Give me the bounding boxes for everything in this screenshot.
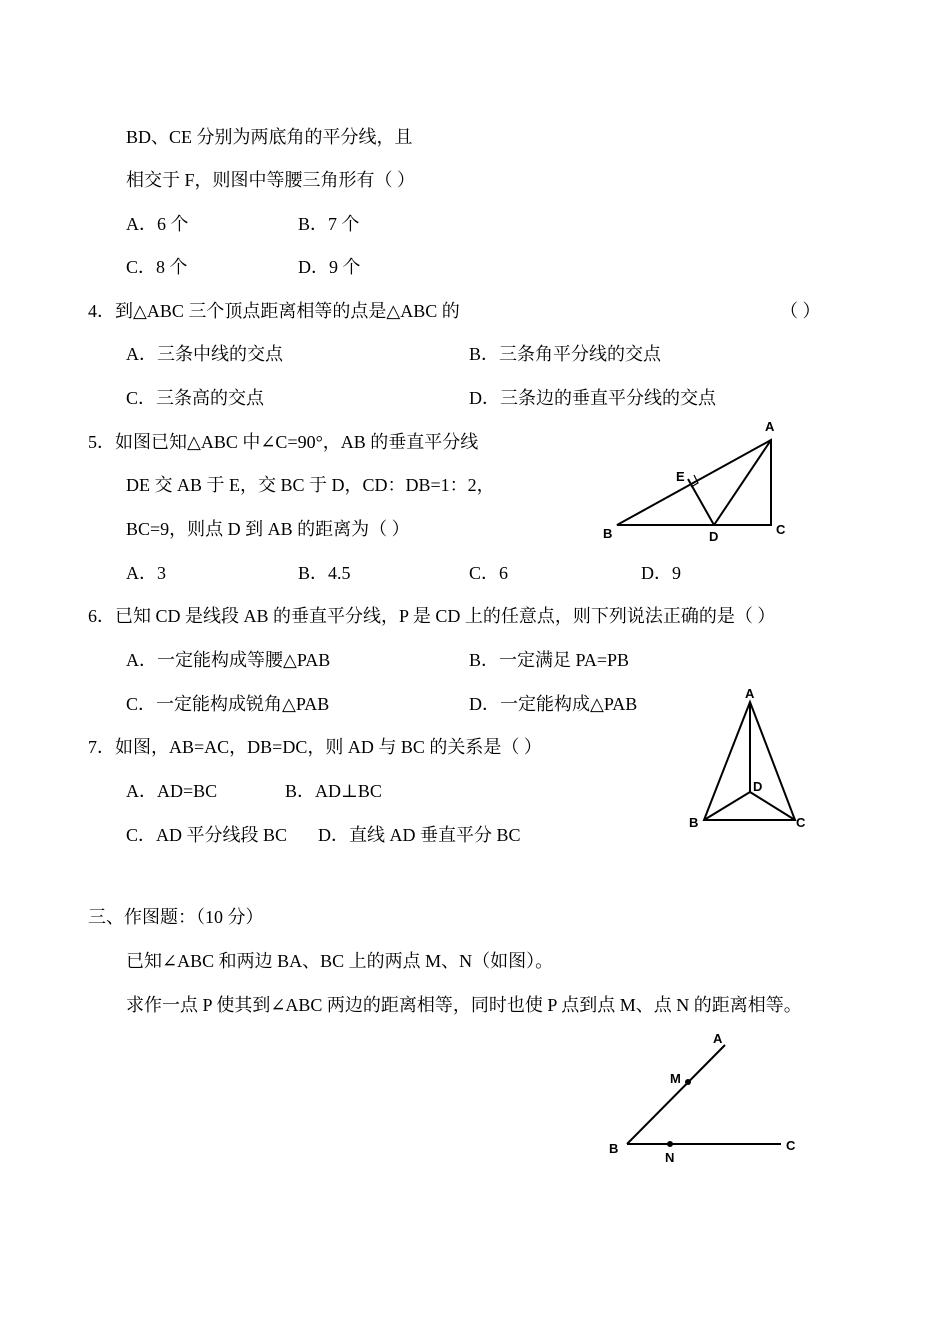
q5-option-b: B．4.5 <box>298 563 351 583</box>
label-a: A <box>713 1031 723 1046</box>
label-d: D <box>753 779 763 794</box>
q6-option-a: A．一定能构成等腰△PAB <box>126 650 331 670</box>
q7-option-c: C．AD 平分线段 BC <box>126 825 288 845</box>
section-3-title: 三、作图题： <box>88 907 196 927</box>
q3-option-d: D．9 个 <box>298 257 361 277</box>
segment-bd <box>704 792 750 820</box>
q4-option-a: A．三条中线的交点 <box>126 344 283 364</box>
label-m: M <box>670 1071 681 1086</box>
q7-option-a: A．AD=BC <box>126 781 218 801</box>
label-c: C <box>796 815 806 830</box>
section-3-score: （10 分） <box>196 907 264 927</box>
segment-ad <box>714 440 771 525</box>
label-c: C <box>786 1138 796 1153</box>
label-b: B <box>689 815 699 830</box>
section-3-line-1: 已知∠ABC 和两边 BA、BC 上的两点 M、N（如图）。 <box>126 951 554 971</box>
label-b: B <box>603 526 613 541</box>
q3-option-c: C．8 个 <box>126 257 188 277</box>
q7-option-b: B．AD⊥BC <box>285 781 382 801</box>
ray-ba <box>627 1045 725 1144</box>
point-m <box>685 1079 691 1085</box>
q6-option-c: C．一定能构成锐角△PAB <box>126 694 330 714</box>
q5-line-2: DE 交 AB 于 E，交 BC 于 D，CD：DB=1：2， <box>126 475 495 495</box>
q4-stem: 4．到△ABC 三个顶点距离相等的点是△ABC 的 <box>88 301 460 321</box>
section-3-heading <box>88 906 264 928</box>
q7-stem: 7．如图，AB=AC，DB=DC，则 AD 与 BC 的关系是（ ） <box>88 737 542 757</box>
q5-option-d: D．9 <box>641 563 681 583</box>
segment-cd <box>750 792 795 820</box>
q4-option-d: D．三条边的垂直平分线的交点 <box>469 388 716 408</box>
q5-line-3: BC=9，则点 D 到 AB 的距离为（ ） <box>126 519 410 539</box>
label-b: B <box>609 1141 619 1156</box>
triangle-abc <box>617 440 771 525</box>
q4-option-c: C．三条高的交点 <box>126 388 265 408</box>
q5-line-1: 5．如图已知△ABC 中∠C=90°，AB 的垂直平分线 <box>88 432 479 452</box>
q6-stem: 6．已知 CD 是线段 AB 的垂直平分线，P 是 CD 上的任意点，则下列说法正确的是（ ） <box>88 606 776 626</box>
label-n: N <box>665 1150 675 1165</box>
label-c: C <box>776 522 786 537</box>
q7-kite-figure <box>680 685 815 835</box>
label-d: D <box>709 529 719 544</box>
q5-option-a: A．3 <box>126 563 166 583</box>
point-n <box>667 1141 673 1147</box>
q5-option-c: C．6 <box>469 563 509 583</box>
q5-right-triangle-figure <box>595 415 805 545</box>
q4-answer-bracket: （ ） <box>780 301 821 321</box>
q6-option-d: D．一定能构成△PAB <box>469 694 638 714</box>
q3-line-1: BD、CE 分别为两底角的平分线，且 <box>126 127 413 147</box>
label-a: A <box>765 419 775 434</box>
section-3-line-2: 求作一点 P 使其到∠ABC 两边的距离相等，同时也使 P 点到点 M、点 N 的距离相等。 <box>126 995 802 1015</box>
q7-option-d: D．直线 AD 垂直平分 BC <box>318 825 521 845</box>
q4-option-b: B．三条角平分线的交点 <box>469 344 662 364</box>
q3-line-2: 相交于 F，则图中等腰三角形有（ ） <box>126 170 416 190</box>
q3-option-b: B．7 个 <box>298 214 360 234</box>
section-3-angle-figure <box>600 1025 810 1170</box>
label-a: A <box>745 686 755 701</box>
q6-option-b: B．一定满足 PA=PB <box>469 650 630 670</box>
label-e: E <box>676 469 685 484</box>
q3-option-a: A．6 个 <box>126 214 189 234</box>
